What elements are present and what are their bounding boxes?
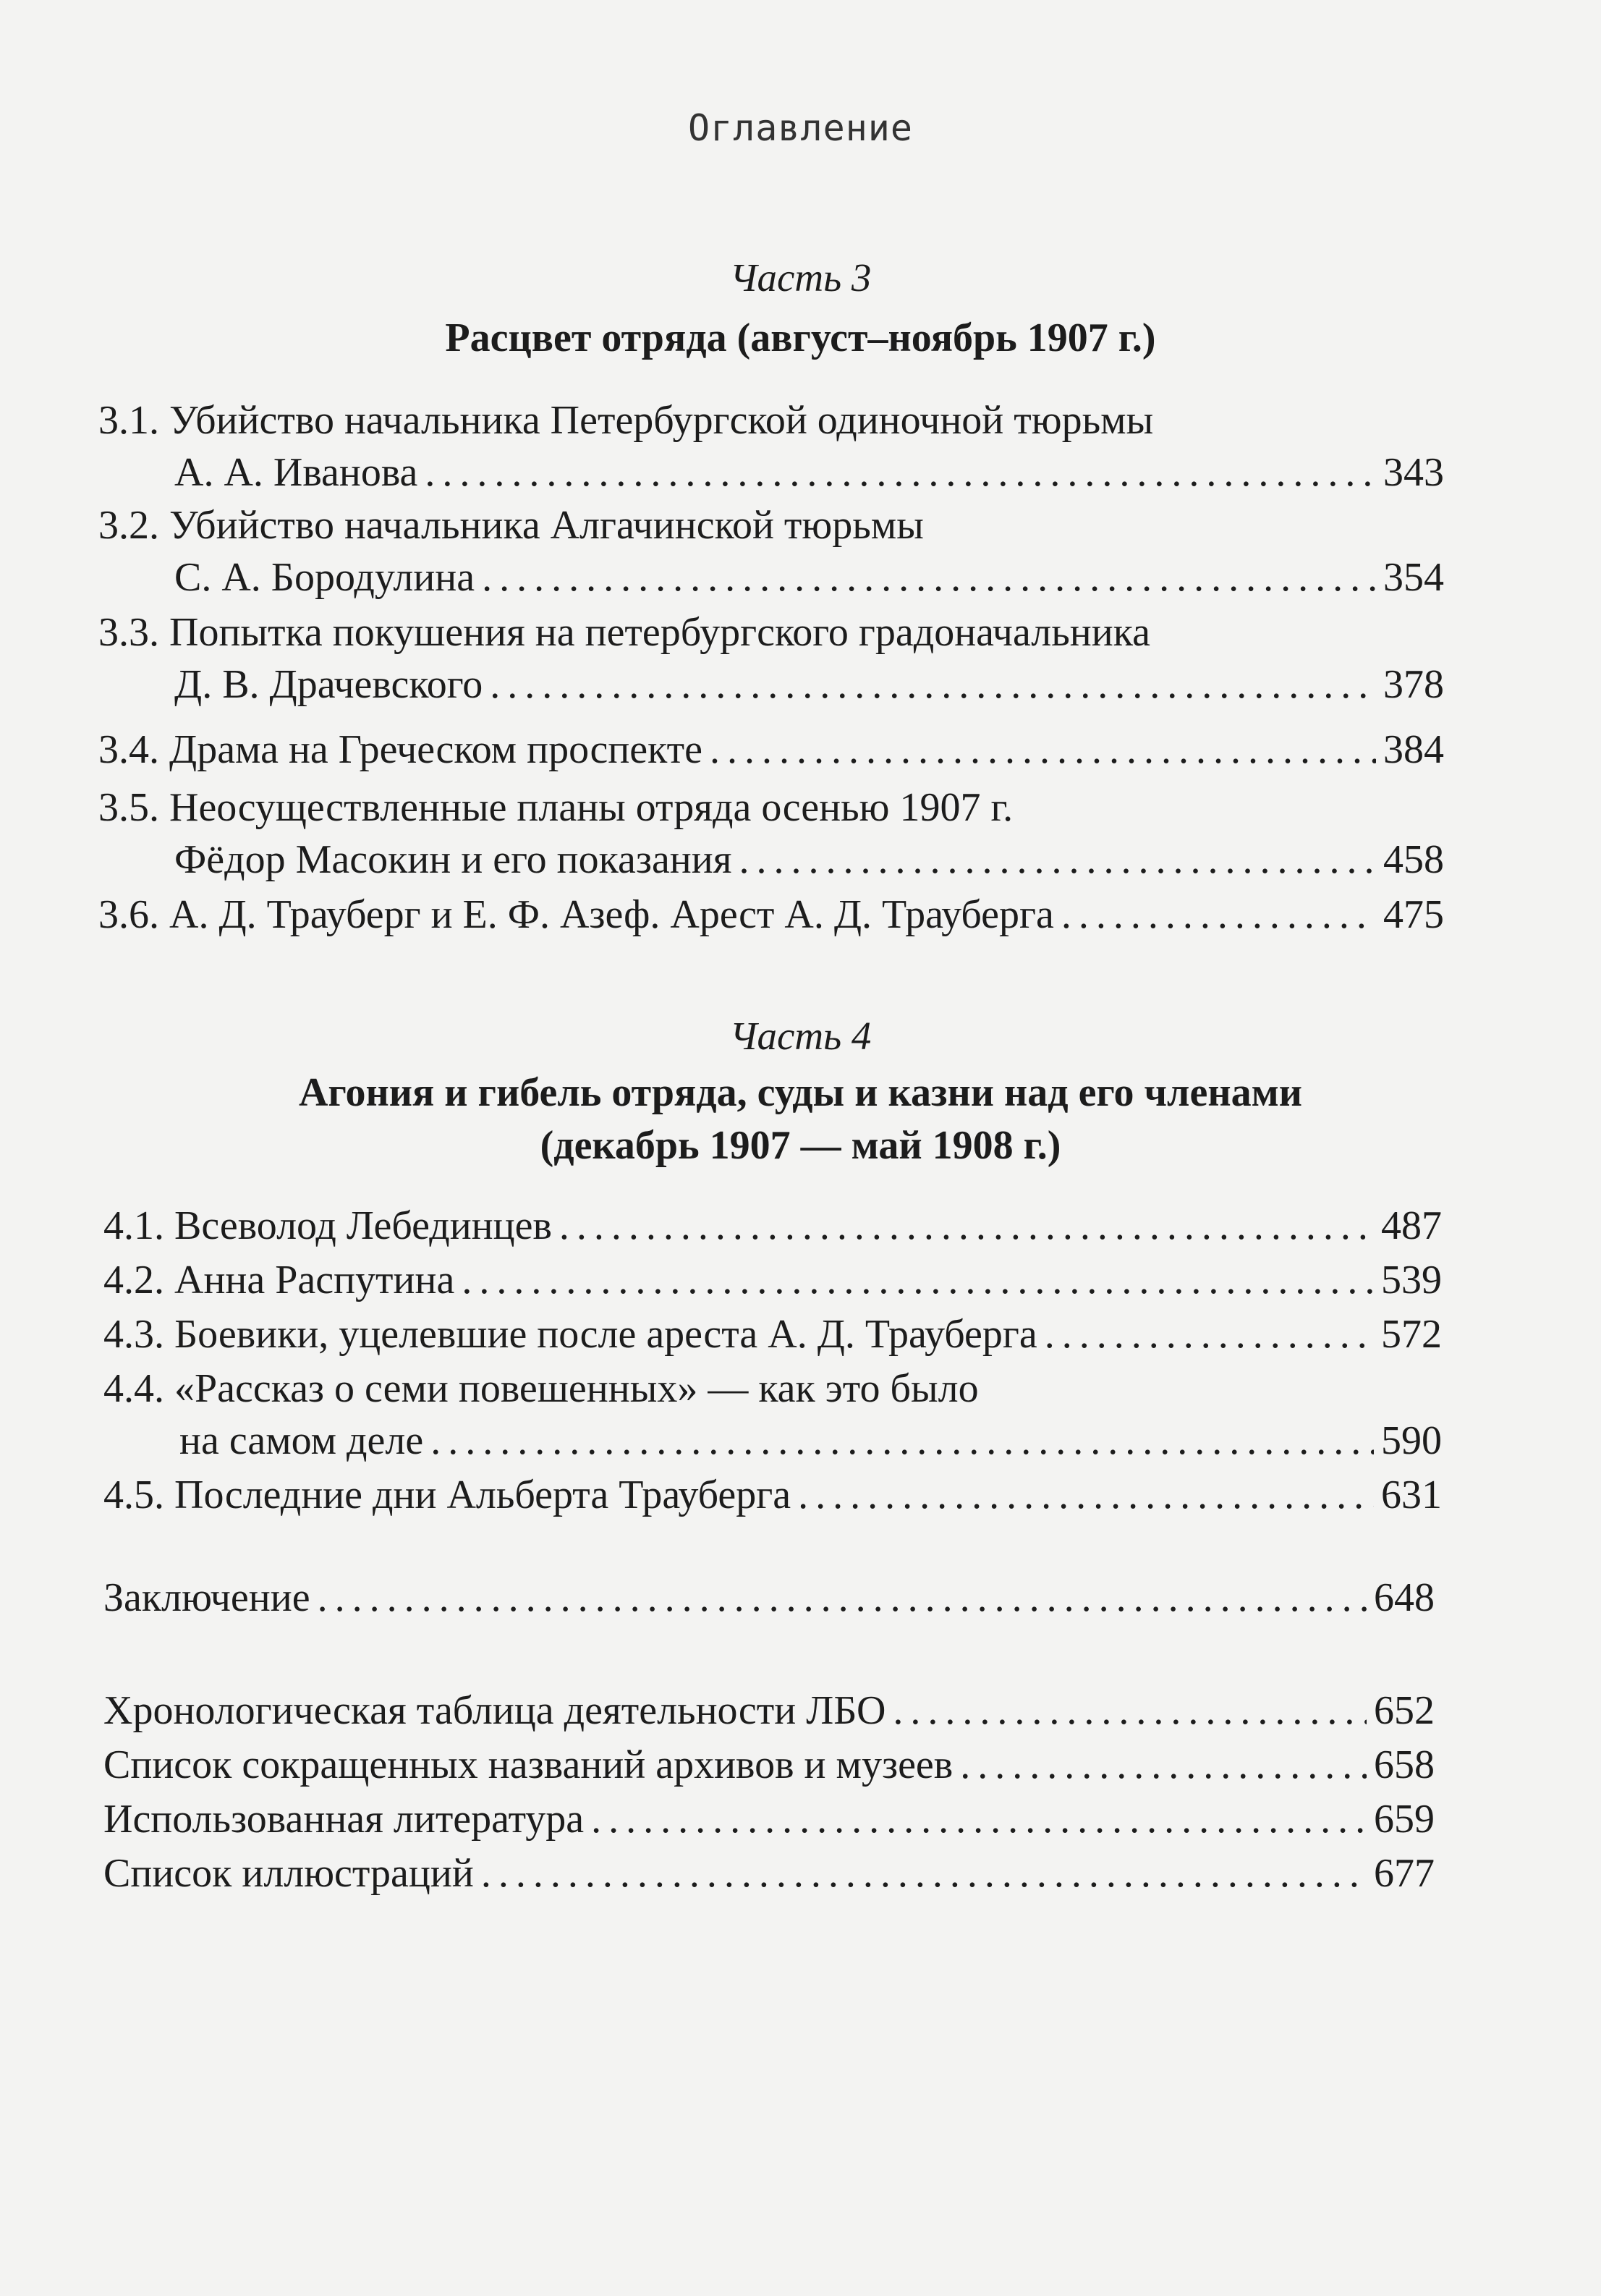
toc-entry-3-6 bbox=[98, 889, 1444, 941]
leader-dots bbox=[430, 1415, 1374, 1467]
page-number: 343 bbox=[1383, 450, 1444, 495]
leader-dots bbox=[425, 446, 1376, 499]
page-number: 487 bbox=[1381, 1203, 1442, 1248]
leader-dots bbox=[462, 1254, 1374, 1306]
leader-dots bbox=[798, 1469, 1374, 1521]
page-number: 475 bbox=[1383, 892, 1444, 937]
running-head: Оглавление bbox=[687, 107, 914, 149]
toc-entry-text: 3.2. Убийство начальника Алгачинской тюрьмы bbox=[98, 503, 924, 548]
toc-entry-text: 3.1. Убийство начальника Петербургской одиночной тюрьмы bbox=[98, 398, 1154, 443]
leader-dots bbox=[710, 724, 1376, 776]
toc-entry-text: Список сокращенных названий архивов и музеев bbox=[103, 1742, 954, 1787]
page-number: 659 bbox=[1374, 1797, 1435, 1842]
leader-dots bbox=[481, 1847, 1367, 1899]
toc-entry-text: С. А. Бородулина bbox=[174, 555, 475, 600]
toc-entry-illustrations bbox=[103, 1847, 1435, 1899]
leader-dots bbox=[482, 551, 1376, 603]
page-number: 572 bbox=[1381, 1312, 1442, 1357]
toc-entry-text: 4.3. Боевики, уцелевшие после ареста А. Д. Трауберга bbox=[103, 1312, 1037, 1357]
leader-dots bbox=[960, 1739, 1367, 1791]
leader-dots bbox=[591, 1793, 1367, 1845]
leader-dots bbox=[490, 658, 1376, 711]
leader-dots bbox=[893, 1685, 1367, 1737]
page-number: 539 bbox=[1381, 1258, 1442, 1302]
toc-entry-text: Заключение bbox=[103, 1575, 310, 1620]
toc-entry-text: Фёдор Масокин и его показания bbox=[174, 837, 732, 882]
leader-dots bbox=[559, 1200, 1374, 1252]
toc-entry-text: 3.3. Попытка покушения на петербургского градоначальника bbox=[98, 610, 1150, 655]
toc-entry-bibliography bbox=[103, 1793, 1435, 1845]
page-number: 648 bbox=[1374, 1575, 1435, 1620]
part-4-title-line-1: Агония и гибель отряда, суды и казни над его членами bbox=[298, 1070, 1302, 1115]
toc-entry-4-4 bbox=[103, 1363, 1442, 1467]
page-number: 458 bbox=[1383, 837, 1444, 882]
page-number: 658 bbox=[1374, 1742, 1435, 1787]
toc-entry-4-1 bbox=[103, 1200, 1442, 1252]
toc-entry-3-5 bbox=[98, 781, 1444, 886]
page-number: 378 bbox=[1383, 662, 1444, 707]
page-number: 677 bbox=[1374, 1851, 1435, 1896]
toc-entry-text: Список иллюстраций bbox=[103, 1851, 474, 1896]
toc-entry-text: Хронологическая таблица деятельности ЛБО bbox=[103, 1688, 886, 1733]
toc-entry-chronology bbox=[103, 1685, 1435, 1737]
page-number: 631 bbox=[1381, 1473, 1442, 1517]
toc-entry-text: Д. В. Драчевского bbox=[174, 662, 483, 707]
part-4-title-line-2: (декабрь 1907 — май 1908 г.) bbox=[540, 1123, 1061, 1168]
leader-dots bbox=[739, 834, 1377, 886]
toc-entry-4-2 bbox=[103, 1254, 1442, 1306]
page-number: 590 bbox=[1381, 1418, 1442, 1463]
toc-entry-text: 4.5. Последние дни Альберта Трауберга bbox=[103, 1473, 791, 1517]
part-3-title: Расцвет отряда (август–ноябрь 1907 г.) bbox=[445, 315, 1156, 360]
toc-entry-text: 4.4. «Рассказ о семи повешенных» — как это было bbox=[103, 1366, 979, 1411]
page-number: 384 bbox=[1383, 727, 1444, 772]
toc-entry-text: на самом деле bbox=[179, 1418, 424, 1463]
toc-entry-3-3 bbox=[98, 606, 1444, 711]
toc-entry-conclusion bbox=[103, 1572, 1435, 1624]
toc-entry-3-1 bbox=[98, 394, 1444, 499]
leader-dots bbox=[1045, 1308, 1374, 1360]
toc-entry-4-5 bbox=[103, 1469, 1442, 1521]
toc-entry-text: 3.5. Неосуществленные планы отряда осенью 1907 г. bbox=[98, 785, 1014, 830]
toc-entry-text: 4.1. Всеволод Лебединцев bbox=[103, 1203, 552, 1248]
toc-entry-text: 3.4. Драма на Греческом проспекте bbox=[98, 727, 702, 772]
toc-entry-text: А. А. Иванова bbox=[174, 450, 418, 495]
toc-entry-4-3 bbox=[103, 1308, 1442, 1360]
toc-entry-abbreviations bbox=[103, 1739, 1435, 1791]
toc-entry-3-4 bbox=[98, 724, 1444, 776]
toc-entry-text: 3.6. А. Д. Трауберг и Е. Ф. Азеф. Арест А. Д. Трауберга bbox=[98, 892, 1054, 937]
leader-dots bbox=[1061, 889, 1376, 941]
toc-entry-text: Использованная литература bbox=[103, 1797, 585, 1842]
part-4-label: Часть 4 bbox=[729, 1014, 872, 1058]
leader-dots bbox=[318, 1572, 1367, 1624]
page-number: 652 bbox=[1374, 1688, 1435, 1733]
page-number: 354 bbox=[1383, 555, 1444, 600]
part-3-label: Часть 3 bbox=[729, 255, 872, 300]
toc-entry-3-2 bbox=[98, 499, 1444, 603]
toc-entry-text: 4.2. Анна Распутина bbox=[103, 1258, 455, 1302]
